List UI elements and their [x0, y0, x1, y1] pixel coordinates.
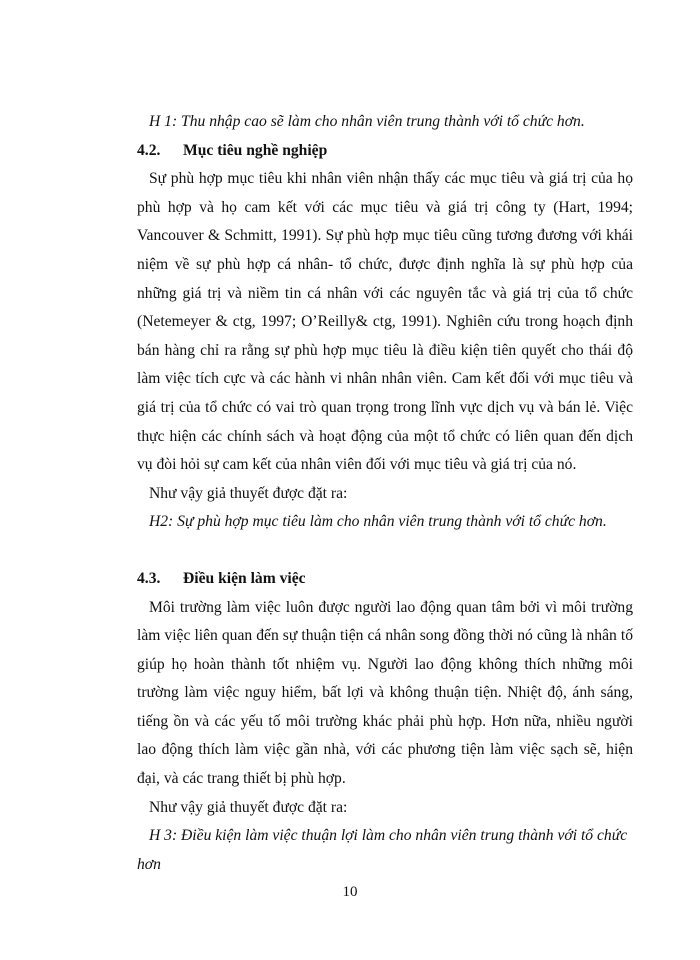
section-title: Điều kiện làm việc — [183, 569, 306, 587]
section-heading-4-2 — [137, 137, 633, 166]
page-body — [137, 108, 633, 879]
page-number: 10 — [342, 884, 358, 900]
hypothesis-h2: H2: Sự phù hợp mục tiêu làm cho nhân viên trung thành với tổ chức hơn. — [149, 513, 607, 531]
section-4-2-lead-in: Như vậy giả thuyết được đặt ra: — [149, 484, 348, 502]
section-4-3-paragraph: Môi trường làm việc luôn được người lao động quan tâm bởi vì môi trường làm việc liên quan đến sự thuận tiện cá nhân song đồng thời nó cũng là nhân tố giúp họ hoàn thành tốt nhiệm vụ. Người lao động không thích những môi trường làm việc nguy hiểm, bất lợi và không thuận tiện. Nhiệt độ, ánh sáng, tiếng ồn và các yếu tố môi trường khác phải phù hợp. Hơn nữa, nhiều người lao động thích làm việc gần nhà, với các phương tiện làm việc sạch sẽ, hiện đại, và các trang thiết bị phù hợp. — [137, 598, 633, 788]
section-spacer — [137, 537, 633, 565]
section-heading-4-3 — [137, 565, 633, 594]
hypothesis-h1: H 1: Thu nhập cao sẽ làm cho nhân viên trung thành với tổ chức hơn. — [149, 113, 585, 130]
section-title: Mục tiêu nghề nghiệp — [183, 141, 328, 159]
section-number: 4.3. — [137, 569, 161, 587]
section-number: 4.2. — [137, 141, 161, 159]
section-4-2-paragraph: Sự phù hợp mục tiêu khi nhân viên nhận thấy các mục tiêu và giá trị của họ phù hợp và họ cam kết với các mục tiêu và giá trị công ty (Hart, 1994; Vancouver & Schmitt, 1991). Sự phù hợp mục tiêu cũng tương đương với khái niệm về sự phù hợp cá nhân- tổ chức, được định nghĩa là sự phù hợp của những giá trị và niềm tin cá nhân với các nguyên tắc và giá trị của tổ chức (Netemeyer & ctg, 1997; O’Reilly& ctg, 1991). Nghiên cứu trong hoạch định bán hàng chỉ ra rằng sự phù hợp mục tiêu là điều kiện tiên quyết cho thái độ làm việc tích cực và các hành vi nhân nhân viên. Cam kết đối với mục tiêu và giá trị của tổ chức có vai trò quan trọng trong lĩnh vực dịch vụ và bán lẻ. Việc thực hiện các chính sách và hoạt động của một tổ chức có liên quan đến dịch vụ đòi hỏi sự cam kết của nhân viên đối với mục tiêu và giá trị của nó. — [137, 170, 633, 474]
section-4-3-lead-in: Như vậy giả thuyết được đặt ra: — [149, 798, 348, 816]
hypothesis-h3: H 3: Điều kiện làm việc thuận lợi làm cho nhân viên trung thành với tổ chức hơn — [137, 827, 628, 873]
